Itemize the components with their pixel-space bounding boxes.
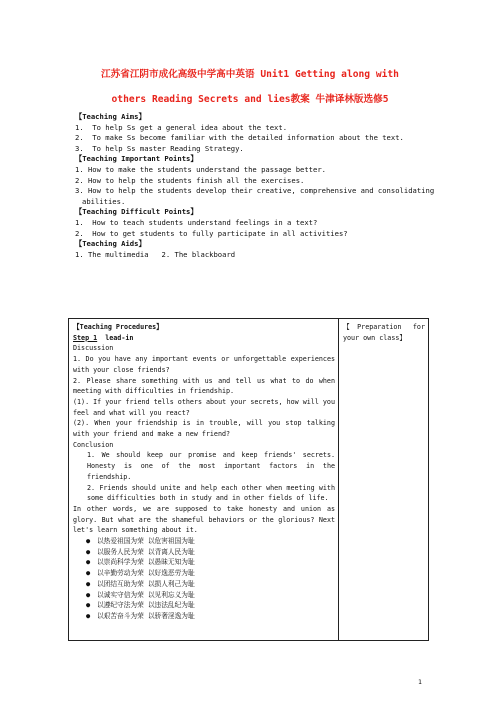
conclusion-2: 2. Friends should unite and help each other when meeting with some difficulties both in study and in other fields of life. [87, 483, 335, 503]
list-item-text: 以辛勤劳动为荣 以好逸恶劳为耻 [97, 569, 195, 578]
bullet-icon: ● [86, 590, 91, 599]
aims-item: 2. To make Ss become familiar with the detailed information about the text. [75, 133, 404, 143]
aims-item: 3. To help Ss master Reading Strategy. [75, 143, 244, 153]
aids-text: 1. The multimedia 2. The blackboard [75, 249, 236, 259]
list-item [73, 600, 335, 611]
bullet-icon: ● [86, 611, 91, 620]
list-item [73, 557, 335, 568]
important-item: 3. How to help the students develop their creative, comprehensive and consolidating [75, 186, 435, 196]
list-item [73, 536, 335, 547]
procedures-heading: 【Teaching Procedures】 [73, 323, 163, 331]
aims-item: 1. To help Ss get a general idea about the text. [75, 122, 288, 132]
document-title-line2: others Reading Secrets and lies教案 牛津译林版选修5 [111, 94, 389, 105]
step-heading [73, 333, 335, 344]
bullet-icon: ● [86, 601, 91, 610]
question-2: 2. Please share something with us and tell us what to do when meeting with difficulties in friendship. [73, 376, 335, 396]
list-item-text: 以团结互助为荣 以损人利己为耻 [97, 579, 195, 588]
discussion-label: Discussion [73, 344, 114, 353]
preparation-heading: 【Preparation for your own class】 [343, 323, 425, 342]
aims-heading: 【Teaching Aims】 [75, 112, 146, 121]
conclusion-label: Conclusion [73, 440, 114, 449]
difficult-item: 2. How to get students to fully participate in all activities? [75, 228, 348, 238]
step-label: Step 1 [73, 333, 98, 342]
list-item-text: 以服务人民为荣 以背离人民为耻 [97, 547, 195, 556]
bullet-icon: ● [86, 558, 91, 567]
list-item-text: 以热爱祖国为荣 以危害祖国为耻 [97, 537, 195, 546]
list-item [73, 568, 335, 579]
bullet-icon: ● [86, 569, 91, 578]
teaching-aims-section [75, 112, 435, 260]
list-item [73, 611, 335, 622]
list-item [73, 579, 335, 590]
important-heading: 【Teaching Important Points】 [75, 154, 198, 164]
list-item-text: 以艰苦奋斗为荣 以骄奢淫逸为耻 [97, 611, 195, 620]
procedures-cell [69, 319, 339, 641]
bullet-icon: ● [86, 579, 91, 588]
list-item [73, 590, 335, 601]
question-2a: (1). If your friend tells others about your secrets, how will you feel and what will you react? [73, 397, 335, 417]
list-item-text: 以诚实守信为荣 以见利忘义为耻 [97, 590, 195, 599]
important-item: abilities. [82, 196, 126, 206]
list-item-text: 以遵纪守法为荣 以违法乱纪为耻 [97, 601, 195, 610]
list-item-text: 以崇尚科学为荣 以愚昧无知为耻 [97, 558, 195, 567]
important-item: 2. How to help the students finish all the exercises. [75, 175, 305, 185]
conclusion-1: 1. We should keep our promise and keep friends' secrets. Honesty is one of the most important factors in the friendship. [87, 451, 335, 481]
bullet-icon: ● [86, 547, 91, 556]
difficult-item: 1. How to teach students understand feelings in a text? [75, 217, 318, 227]
list-item [73, 547, 335, 558]
document-title-line1: 江苏省江阴市成化高级中学高中英语 Unit1 Getting along with [101, 69, 399, 80]
aids-heading: 【Teaching Aids】 [75, 239, 146, 249]
difficult-heading: 【Teaching Difficult Points】 [75, 207, 198, 217]
page-number: 1 [418, 678, 422, 686]
preparation-cell [339, 319, 429, 641]
procedures-table [68, 318, 429, 641]
other-words-paragraph: In other words, we are supposed to take honesty and union as glory. But what are the shameful behaviors or the glorious? Next let's learn something about it. [73, 504, 335, 535]
question-2b: (2). When your friendship is in trouble, will you stop talking with your friend and make a new friend? [73, 419, 335, 439]
important-item: 1. How to make the students understand the passage better. [75, 164, 326, 174]
bullet-icon: ● [86, 537, 91, 546]
step-title: lead-in [97, 333, 134, 342]
question-1: 1. Do you have any important events or unforgettable experiences with your close friends? [73, 355, 335, 374]
